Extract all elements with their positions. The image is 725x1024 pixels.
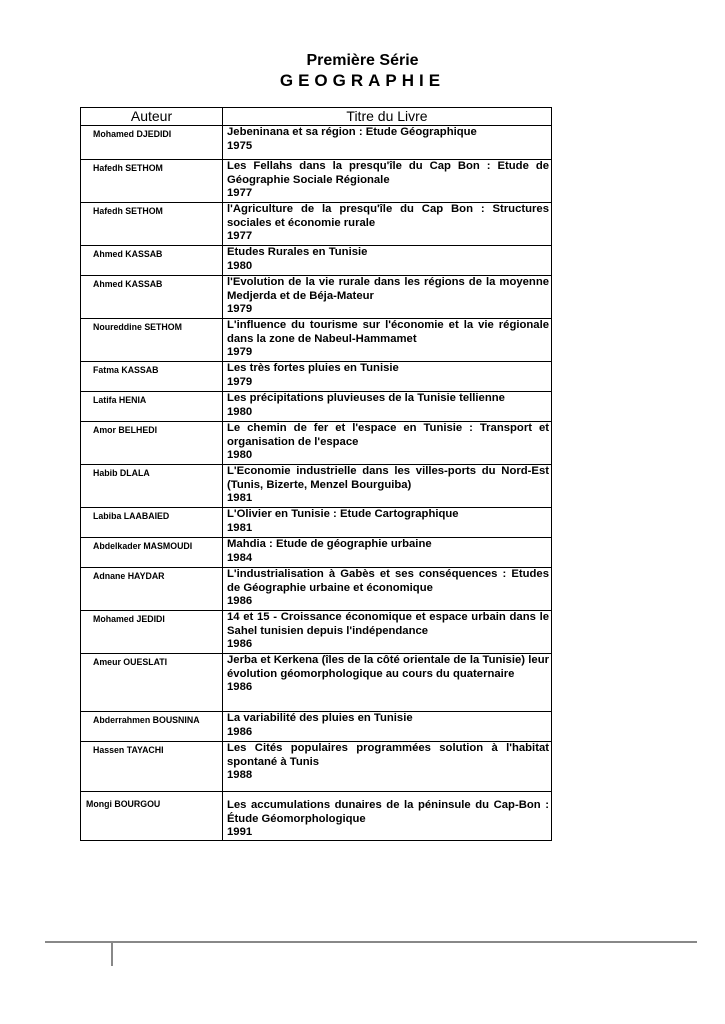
author-cell: Hassen TAYACHI [81, 742, 223, 792]
book-title: Etudes Rurales en Tunisie [227, 246, 368, 258]
book-title: Les accumulations dunaires de la péninsule du Cap-Bon : Étude Géomorphologique [227, 799, 549, 825]
table-row [81, 568, 552, 611]
book-title: Les Cités populaires programmées solution à l'habitat spontané à Tunis [227, 742, 549, 768]
book-year: 1980 [227, 405, 253, 418]
table-row [81, 508, 552, 538]
author-cell: Adnane HAYDAR [81, 568, 223, 611]
table-row [81, 203, 552, 246]
book-year: 1988 [227, 769, 253, 782]
author-cell: Fatma KASSAB [81, 362, 223, 392]
book-year: 1981 [227, 521, 253, 534]
author-cell: Mongi BOURGOU [81, 792, 223, 841]
book-year: 1977 [227, 187, 253, 200]
book-year: 1986 [227, 681, 253, 694]
book-year: 1979 [227, 303, 253, 316]
table-row [81, 538, 552, 568]
table-row [81, 742, 552, 792]
book-cell [223, 392, 552, 422]
book-year: 1975 [227, 139, 253, 152]
table-header-row [81, 108, 552, 126]
book-cell [223, 422, 552, 465]
book-year: 1979 [227, 375, 253, 388]
table-row [81, 792, 552, 841]
book-title: l'Agriculture de la presqu'île du Cap Bon : Structures sociales et économie rurale [227, 203, 549, 229]
author-cell: Ahmed KASSAB [81, 246, 223, 276]
author-cell: Mohamed JEDIDI [81, 611, 223, 654]
table-row [81, 319, 552, 362]
book-cell [223, 246, 552, 276]
book-cell [223, 203, 552, 246]
table-row [81, 126, 552, 160]
column-header-author: Auteur [81, 108, 223, 126]
author-cell: Amor BELHEDI [81, 422, 223, 465]
book-cell [223, 654, 552, 712]
book-cell [223, 792, 552, 841]
table-row [81, 611, 552, 654]
book-year: 1986 [227, 725, 253, 738]
book-title: Jebeninana et sa région : Etude Géographique [227, 126, 477, 138]
book-year: 1986 [227, 595, 253, 608]
book-cell [223, 712, 552, 742]
book-title: L'influence du tourisme sur l'économie et la vie régionale dans la zone de Nabeul-Hammamet [227, 319, 549, 345]
book-cell [223, 276, 552, 319]
book-year: 1981 [227, 492, 253, 505]
book-cell [223, 160, 552, 203]
table-row [81, 160, 552, 203]
author-cell: Abderrahmen BOUSNINA [81, 712, 223, 742]
author-cell: Ahmed KASSAB [81, 276, 223, 319]
book-year: 1991 [227, 826, 253, 839]
book-title: Le chemin de fer et l'espace en Tunisie : Transport et organisation de l'espace [227, 422, 549, 448]
book-title: Les Fellahs dans la presqu'île du Cap Bon : Etude de Géographie Sociale Régionale [227, 160, 549, 186]
book-title: l'Evolution de la vie rurale dans les régions de la moyenne Medjerda et de Béja-Mateur [227, 276, 549, 302]
table-row [81, 246, 552, 276]
book-cell [223, 611, 552, 654]
table-body [81, 126, 552, 841]
author-cell: Hafedh SETHOM [81, 203, 223, 246]
book-cell [223, 126, 552, 160]
subject-title: GEOGRAPHIE [279, 71, 446, 90]
book-year: 1984 [227, 551, 253, 564]
footer-rule [45, 941, 697, 943]
book-title: L'Olivier en Tunisie : Etude Cartographique [227, 508, 459, 520]
author-cell: Abdelkader MASMOUDI [81, 538, 223, 568]
table-row [81, 712, 552, 742]
table-row [81, 465, 552, 508]
book-cell [223, 362, 552, 392]
table-row [81, 276, 552, 319]
author-cell: Ameur OUESLATI [81, 654, 223, 712]
author-cell: Mohamed DJEDIDI [81, 126, 223, 160]
book-cell [223, 465, 552, 508]
table-row [81, 422, 552, 465]
author-cell: Habib DLALA [81, 465, 223, 508]
series-title: Première Série [306, 52, 419, 69]
book-title: La variabilité des pluies en Tunisie [227, 712, 413, 724]
book-cell [223, 319, 552, 362]
author-cell: Labiba LAABAIED [81, 508, 223, 538]
table-row [81, 362, 552, 392]
book-year: 1980 [227, 449, 253, 462]
books-table [80, 107, 552, 841]
book-cell [223, 538, 552, 568]
book-title: L'industrialisation à Gabès et ses conséquences : Etudes de Géographie urbaine et économique [227, 568, 549, 594]
author-cell: Hafedh SETHOM [81, 160, 223, 203]
column-header-title: Titre du Livre [223, 108, 552, 126]
book-cell [223, 742, 552, 792]
book-year: 1979 [227, 346, 253, 359]
book-title: Les précipitations pluvieuses de la Tunisie tellienne [227, 392, 505, 404]
book-title: Mahdia : Etude de géographie urbaine [227, 538, 432, 550]
book-title: Les très fortes pluies en Tunisie [227, 362, 399, 374]
book-title: 14 et 15 - Croissance économique et espace urbain dans le Sahel tunisien depuis l'indépendance [227, 611, 549, 637]
book-year: 1986 [227, 638, 253, 651]
table-row [81, 392, 552, 422]
book-cell [223, 568, 552, 611]
book-title: L'Economie industrielle dans les villes-ports du Nord-Est (Tunis, Bizerte, Menzel Bourguiba) [227, 465, 549, 491]
author-cell: Latifa HENIA [81, 392, 223, 422]
book-title: Jerba et Kerkena (îles de la côté orientale de la Tunisie) leur évolution géomorphologique au cours du quaternaire [227, 654, 549, 680]
book-year: 1977 [227, 230, 253, 243]
footer-tick [111, 941, 113, 966]
author-cell: Noureddine SETHOM [81, 319, 223, 362]
book-cell [223, 508, 552, 538]
table-row [81, 654, 552, 712]
book-year: 1980 [227, 259, 253, 272]
